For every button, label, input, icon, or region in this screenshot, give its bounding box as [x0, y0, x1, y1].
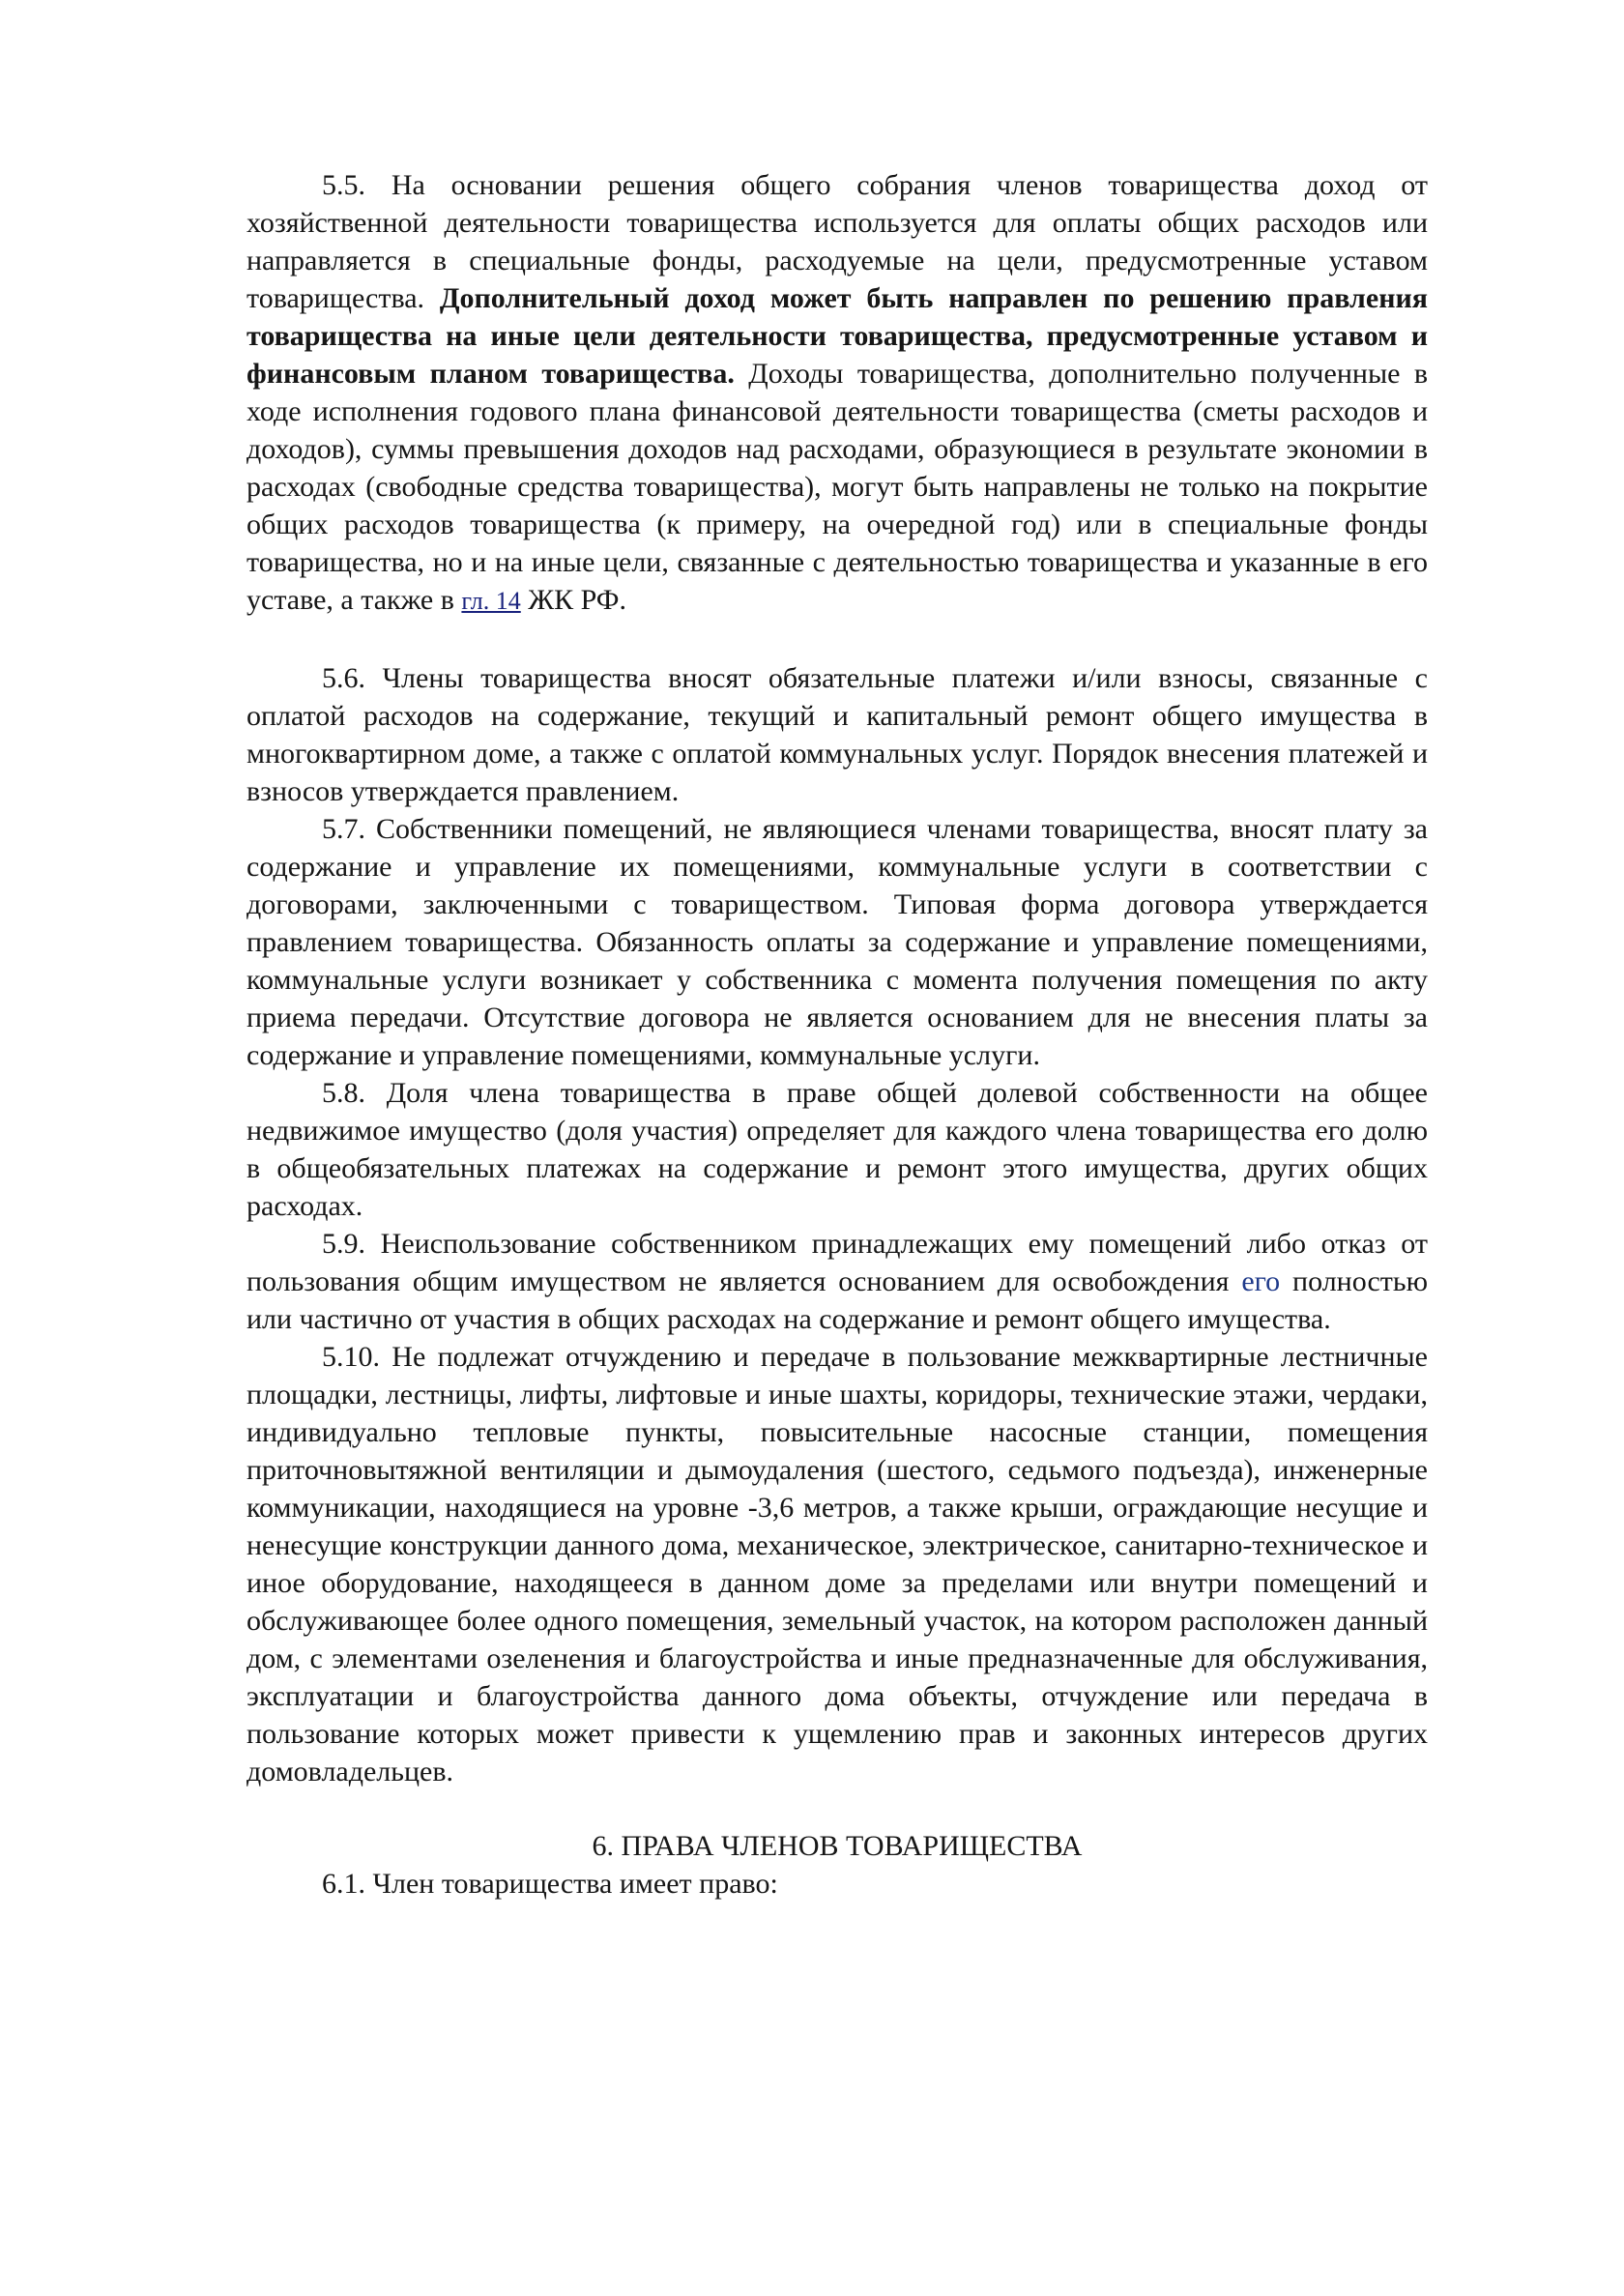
paragraph-5-9-text-a: 5.9. Неиспользование собственником принадлежащих ему помещений либо отказ от пользования общим имуществом не является основанием для освобождения [246, 1228, 1428, 1297]
section-6-title: 6. ПРАВА ЧЛЕНОВ ТОВАРИЩЕСТВА [592, 1830, 1083, 1862]
paragraph-5-8: 5.8. Доля члена товарищества в праве общей долевой собственности на общее недвижимое имущество (доля участия) определяет для каждого члена товарищества его долю в общеобязательных платежах на содержание и ремонт этого имущества, других общих расходах. [246, 1077, 1428, 1222]
paragraph-5-9-highlight: его [1241, 1265, 1281, 1297]
paragraph-5-5-text-b: Доходы товарищества, дополнительно полученные в ходе исполнения годового плана финансовой деятельности товарищества (сметы расходов и доходов), суммы превышения доходов над расходами, образующиеся в результате экономии в расходах (свободные средства товарищества), могут быть направлены не только на покрытие общих расходов товарищества (к примеру, на очередной год) или в специальные фонды товарищества, но и на иные цели, связанные с деятельностью товарищества и указанные в его уставе, а также в [246, 358, 1428, 616]
paragraph-5-6: 5.6. Члены товарищества вносят обязательные платежи и/или взносы, связанные с оплатой расходов на содержание, текущий и капитальный ремонт общего имущества в многоквартирном доме, а также с оплатой коммунальных услуг. Порядок внесения платежей и взносов утверждается правлением. [246, 662, 1428, 807]
paragraph-spacer [246, 620, 1428, 659]
paragraph-5-9 [246, 1225, 1428, 1338]
paragraph-5-5-text-c: ЖК РФ. [520, 584, 627, 616]
housing-code-chapter-link[interactable]: гл. 14 [461, 587, 521, 615]
paragraph-5-5 [246, 166, 1428, 620]
paragraph-5-5-text-a: 5.5. На основании решения общего собрания членов товарищества доход от хозяйственной деятельности товарищества используется для оплаты общих расходов или направляется в специальные фонды, расходуемые на цели, предусмотренные уставом товарищества. [246, 169, 1428, 314]
paragraph-5-9-text-b: полностью или частично от участия в общих расходах на содержание и ремонт общего имущества. [246, 1265, 1429, 1335]
paragraph-6-1: 6.1. Член товарищества имеет право: [322, 1868, 778, 1900]
paragraph-5-10: 5.10. Не подлежат отчуждению и передаче в пользование межквартирные лестничные площадки, лестницы, лифты, лифтовые и иные шахты, коридоры, технические этажи, чердаки, индивидуально тепловые пункты, повысительные насосные станции, помещения приточновытяжной вентиляции и дымоудаления (шестого, седьмого подъезда), инженерные коммуникации, находящиеся на уровне -3,6 метров, а также крыши, ограждающие несущие и ненесущие конструкции данного дома, механическое, электрическое, санитарно-техническое и иное оборудование, находящееся в данном доме за пределами или внутри помещений и обслуживающее более одного помещения, земельный участок, на котором расположен данный дом, с элементами озеленения и благоустройства и иные предназначенные для обслуживания, эксплуатации и благоустройства данного дома объекты, отчуждение или передача в пользование которых может привести к ущемлению прав и законных интересов других домовладельцев. [246, 1341, 1428, 1787]
document-body [246, 166, 1428, 1903]
paragraph-5-7: 5.7. Собственники помещений, не являющиеся членами товарищества, вносят плату за содержание и управление их помещениями, коммунальные услуги в соответствии с договорами, заключенными с товариществом. Типовая форма договора утверждается правлением товарищества. Обязанность оплаты за содержание и управление помещениями, коммунальные услуги возникает у собственника с момента получения помещения по акту приема передачи. Отсутствие договора не является основанием для не внесения платы за содержание и управление помещениями, коммунальные услуги. [246, 813, 1428, 1071]
paragraph-5-5-bold-text: Дополнительный доход может быть направлен по решению правления товарищества на иные цели деятельности товарищества, предусмотренные уставом и финансовым планом товарищества. [246, 282, 1428, 390]
